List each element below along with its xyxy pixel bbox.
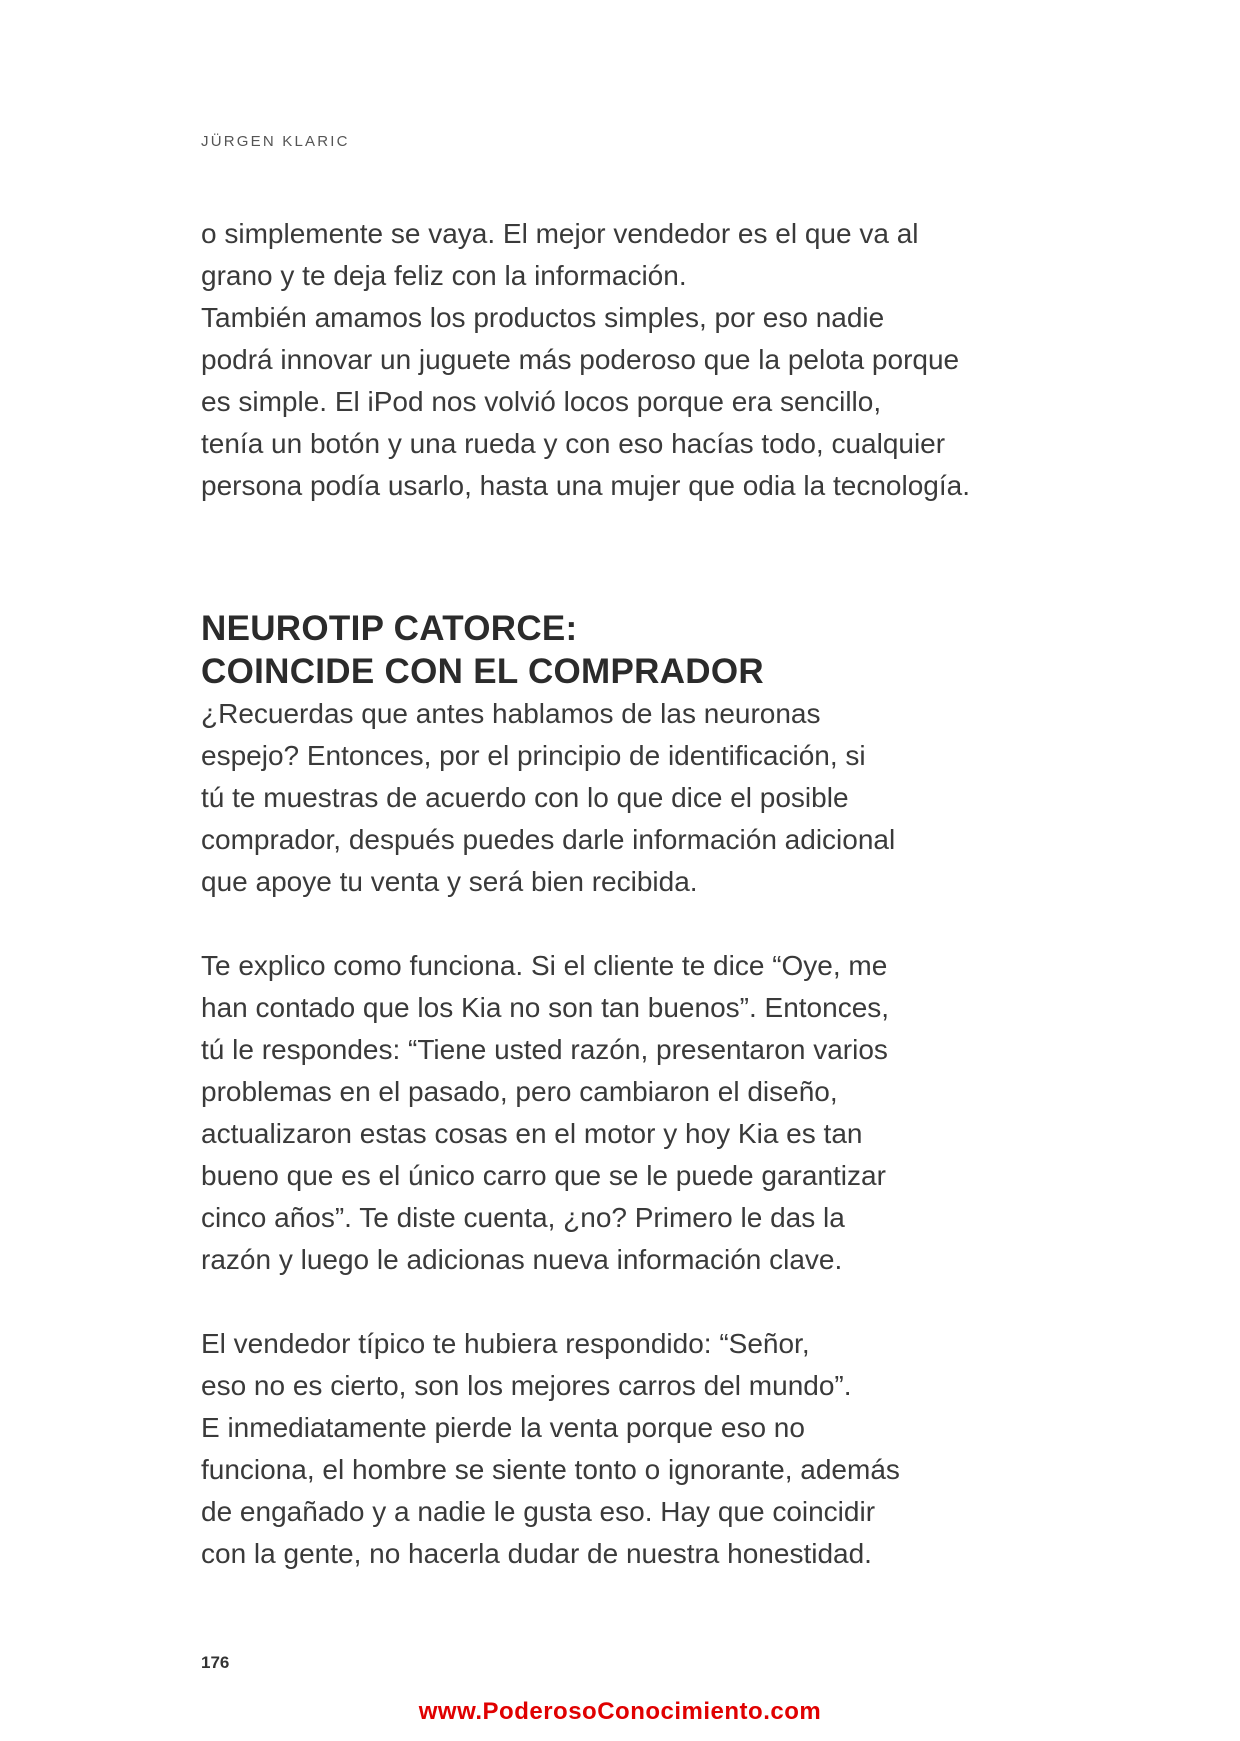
text-line: con la gente, no hacerla dudar de nuestra honestidad. xyxy=(201,1538,872,1569)
paragraph-ejemplo-kia xyxy=(201,945,1061,1281)
page-number: 176 xyxy=(201,1653,230,1672)
text-line: eso no es cierto, son los mejores carros del mundo”. xyxy=(201,1370,852,1401)
text-line: podrá innovar un juguete más poderoso que la pelota porque xyxy=(201,344,960,375)
text-line: El vendedor típico te hubiera respondido: “Señor, xyxy=(201,1328,810,1359)
text-line: También amamos los productos simples, por eso nadie xyxy=(201,302,885,333)
text-line: E inmediatamente pierde la venta porque eso no xyxy=(201,1412,805,1443)
paragraph-vendedor-tipico xyxy=(201,1323,1061,1575)
paragraph-spacer xyxy=(201,903,1061,945)
text-line: funciona, el hombre se siente tonto o ignorante, además xyxy=(201,1454,900,1485)
text-line: que apoye tu venta y será bien recibida. xyxy=(201,866,698,897)
text-line: problemas en el pasado, pero cambiaron el diseño, xyxy=(201,1076,838,1107)
page-content xyxy=(201,213,1061,1575)
running-header-author: JÜRGEN KLARIC xyxy=(201,133,350,150)
section-heading xyxy=(201,607,1061,693)
heading-line: NEUROTIP CATORCE: xyxy=(201,609,578,648)
text-line: han contado que los Kia no son tan buenos”. Entonces, xyxy=(201,992,890,1023)
intro-paragraph xyxy=(201,213,1061,507)
section-spacer xyxy=(201,507,1061,607)
text-line: grano y te deja feliz con la información. xyxy=(201,260,687,291)
text-line: tenía un botón y una rueda y con eso hacías todo, cualquier xyxy=(201,428,946,459)
text-line: razón y luego le adicionas nueva información clave. xyxy=(201,1244,843,1275)
text-line: Te explico como funciona. Si el cliente te dice “Oye, me xyxy=(201,950,888,981)
text-line: ¿Recuerdas que antes hablamos de las neuronas xyxy=(201,698,821,729)
text-line: tú te muestras de acuerdo con lo que dice el posible xyxy=(201,782,849,813)
text-line: espejo? Entonces, por el principio de identificación, si xyxy=(201,740,866,771)
text-line: actualizaron estas cosas en el motor y hoy Kia es tan xyxy=(201,1118,863,1149)
text-line: o simplemente se vaya. El mejor vendedor es el que va al xyxy=(201,218,919,249)
text-line: es simple. El iPod nos volvió locos porque era sencillo, xyxy=(201,386,882,417)
paragraph-spacer xyxy=(201,1281,1061,1323)
text-line: de engañado y a nadie le gusta eso. Hay que coincidir xyxy=(201,1496,876,1527)
text-line: comprador, después puedes darle información adicional xyxy=(201,824,896,855)
footer-website-link[interactable]: www.PoderosoConocimiento.com xyxy=(418,1698,822,1725)
text-line: persona podía usarlo, hasta una mujer que odia la tecnología. xyxy=(201,470,970,501)
heading-line: COINCIDE CON EL COMPRADOR xyxy=(201,652,764,691)
text-line: bueno que es el único carro que se le puede garantizar xyxy=(201,1160,886,1191)
paragraph-neuronas-espejo xyxy=(201,693,1061,903)
text-line: tú le respondes: “Tiene usted razón, presentaron varios xyxy=(201,1034,888,1065)
text-line: cinco años”. Te diste cuenta, ¿no? Primero le das la xyxy=(201,1202,845,1233)
